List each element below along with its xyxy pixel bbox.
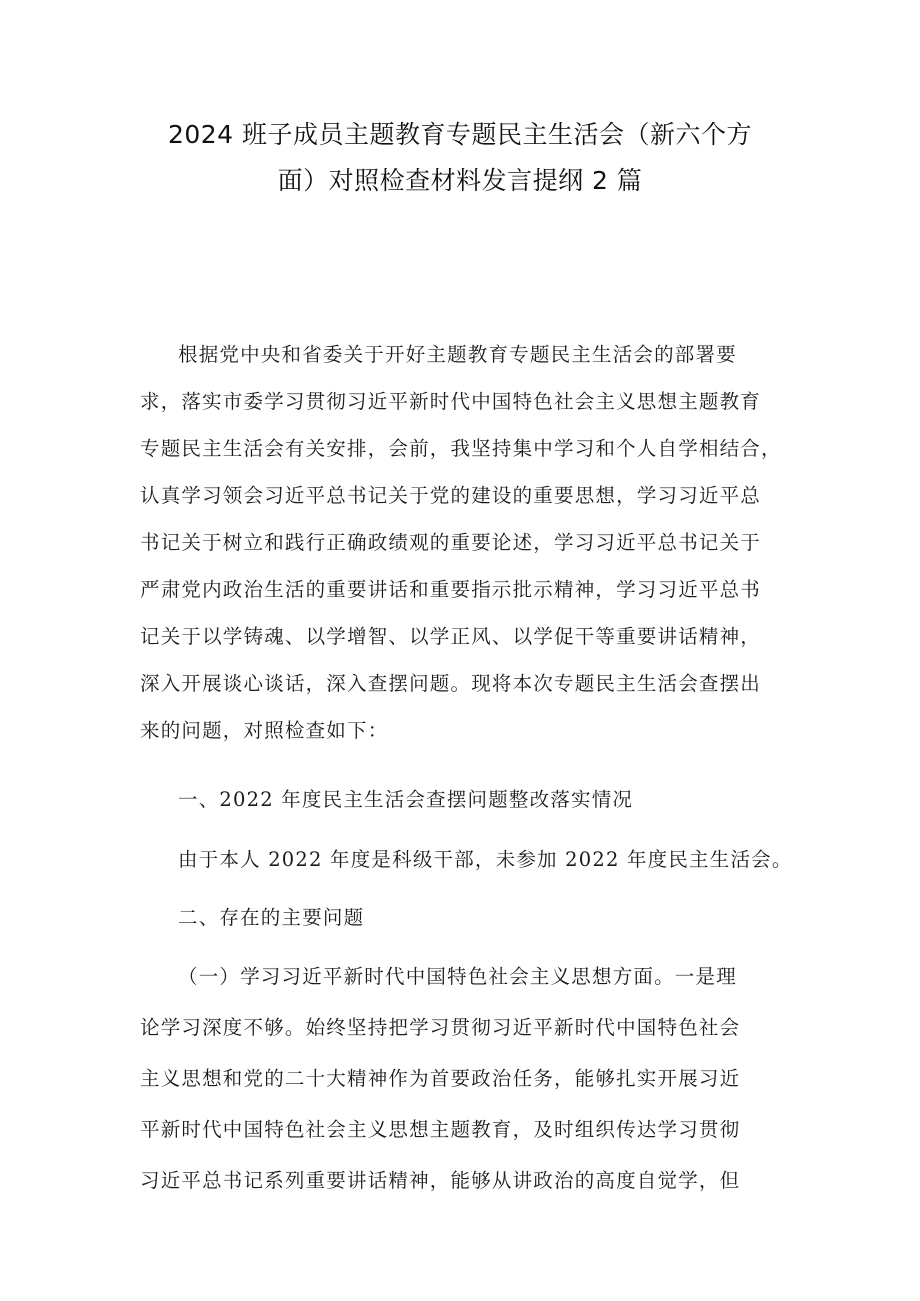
paragraph-3-line: 平新时代中国特色社会主义思想主题教育，及时组织传达学习贯彻: [140, 1118, 741, 1141]
paragraph-3-line: 论学习深度不够。始终坚持把学习贯彻习近平新时代中国特色社会: [140, 1016, 741, 1039]
paragraph-1-line: 记关于以学铸魂、以学增智、以学正风、以学促干等重要讲话精神，: [140, 625, 762, 648]
paragraph-1-line: 严肃党内政治生活的重要讲话和重要指示批示精神，学习习近平总书: [140, 578, 762, 601]
paragraph-2: 由于本人 2022 年度是科级干部，未参加 2022 年度民主生活会。: [178, 848, 793, 871]
document-title: [120, 112, 800, 204]
paragraph-3-line: （一）学习习近平新时代中国特色社会主义思想方面。一是理: [178, 965, 737, 988]
paragraph-3-line: 主义思想和党的二十大精神作为首要政治任务，能够扎实开展习近: [140, 1067, 741, 1090]
section-heading-1: 一、2022 年度民主生活会查摆问题整改落实情况: [178, 788, 634, 811]
paragraph-1-line: 来的问题，对照检查如下：: [140, 719, 389, 742]
paragraph-1-line: 求，落实市委学习贯彻习近平新时代中国特色社会主义思想主题教育: [140, 390, 762, 413]
paragraph-3-line: 习近平总书记系列重要讲话精神，能够从讲政治的高度自觉学，但: [140, 1169, 741, 1192]
section-heading-2: 二、存在的主要问题: [178, 906, 365, 929]
paragraph-1-line: 认真学习领会习近平总书记关于党的建设的重要思想，学习习近平总: [140, 484, 762, 507]
title-line-1: 2024 班子成员主题教育专题民主生活会（新六个方: [167, 120, 753, 149]
title-line-2: 面）对照检查材料发言提纲 2 篇: [277, 166, 643, 195]
paragraph-1-line: 根据党中央和省委关于开好主题教育专题民主生活会的部署要: [178, 343, 737, 366]
paragraph-1-line: 专题民主生活会有关安排，会前，我坚持集中学习和个人自学相结合，: [140, 437, 782, 460]
paragraph-1-line: 深入开展谈心谈话，深入查摆问题。现将本次专题民主生活会查摆出: [140, 672, 762, 695]
paragraph-1-line: 书记关于树立和践行正确政绩观的重要论述，学习习近平总书记关于: [140, 531, 762, 554]
